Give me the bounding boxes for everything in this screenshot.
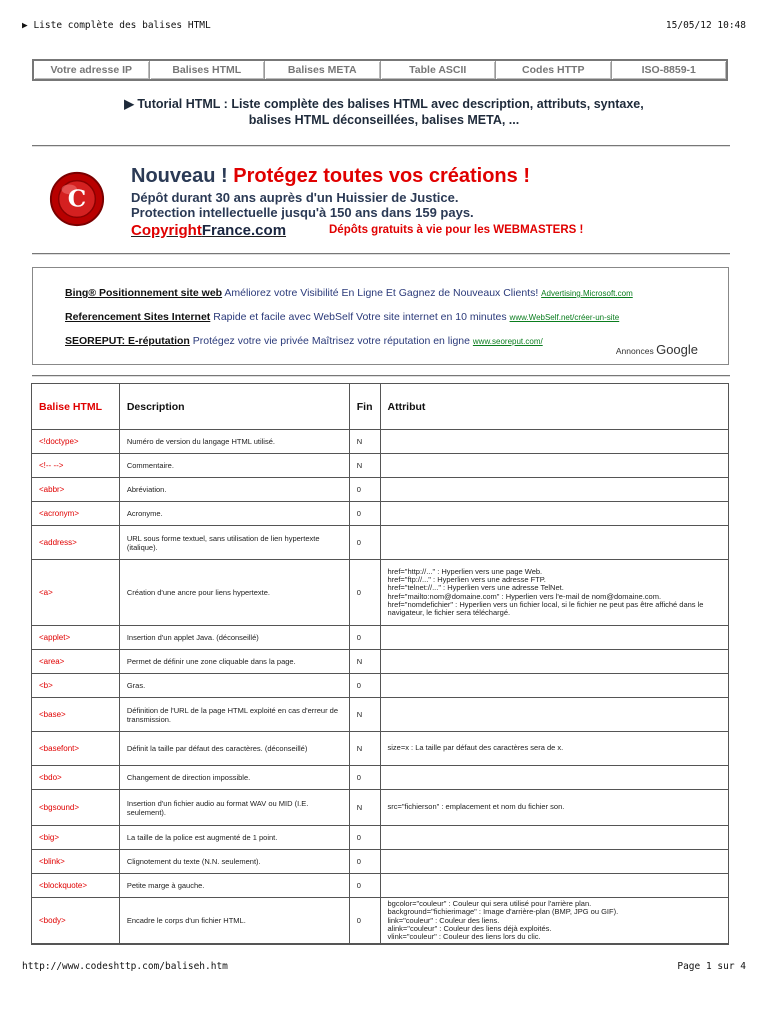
cell-description: Définition de l'URL de la page HTML exploité en cas d'erreur de transmission.: [120, 698, 350, 732]
table-row: [32, 650, 728, 674]
table-row: [32, 898, 728, 944]
cell-fin: 0: [350, 898, 381, 944]
cell-fin: N: [350, 790, 381, 826]
cell-fin: N: [350, 650, 381, 674]
table-row: [32, 766, 728, 790]
cell-fin: 0: [350, 502, 381, 526]
print-footer: [22, 961, 746, 975]
cell-description: Abréviation.: [120, 478, 350, 502]
table-row: [32, 626, 728, 650]
cell-tag: <!-- -->: [32, 454, 120, 478]
print-page-number: Page 1 sur 4: [677, 961, 746, 972]
header-description: Description: [120, 384, 350, 430]
cell-tag: <blink>: [32, 850, 120, 874]
cell-description: Insertion d'un applet Java. (déconseillé): [120, 626, 350, 650]
cell-fin: N: [350, 698, 381, 732]
cell-description: Encadre le corps d'un fichier HTML.: [120, 898, 350, 944]
promo-title[interactable]: [131, 165, 530, 188]
ad-url[interactable]: www.WebSelf.net/créer-un-site: [509, 313, 620, 322]
cell-fin: 0: [350, 874, 381, 898]
copyright-seal-icon[interactable]: [48, 170, 106, 228]
cell-tag: <acronym>: [32, 502, 120, 526]
ad-item[interactable]: [65, 287, 633, 299]
divider: [32, 253, 730, 255]
cell-tag: <bgsound>: [32, 790, 120, 826]
cell-description: Création d'une ancre pour liens hypertexte.: [120, 560, 350, 626]
top-nav-bar: [32, 59, 728, 81]
cell-attribut: [381, 526, 729, 560]
header-fin: Fin: [350, 384, 381, 430]
divider: [32, 375, 730, 377]
ad-desc: Protégez votre vie privée Maîtrisez votre réputation en ligne: [189, 335, 473, 347]
cell-attribut: bgcolor="couleur" : Couleur qui sera utilisé pour l'arrière plan. background="fichierimage" : Image d'arrière-plan (BMP, JPG ou GIF). link="couleur" : Couleur des liens. alink="couleur" : Couleur des liens déjà exploités. vlink="couleur" : Couleur des liens lors du clic.: [381, 898, 729, 944]
html-tags-table: [31, 383, 729, 945]
cell-tag: <applet>: [32, 626, 120, 650]
cell-fin: N: [350, 732, 381, 766]
cell-description: Petite marge à gauche.: [120, 874, 350, 898]
cell-tag: <body>: [32, 898, 120, 944]
nav-tab-balises-html[interactable]: Balises HTML: [150, 61, 266, 79]
nav-tab-table-ascii[interactable]: Table ASCII: [381, 61, 497, 79]
cell-tag: <a>: [32, 560, 120, 626]
cell-description: Numéro de version du langage HTML utilisé.: [120, 430, 350, 454]
table-row: [32, 732, 728, 766]
tutorial-line-1: ▶ Tutorial HTML : Liste complète des balises HTML avec description, attributs, syntaxe,: [124, 97, 644, 111]
nav-tab-ip[interactable]: Votre adresse IP: [34, 61, 150, 79]
cell-tag: <base>: [32, 698, 120, 732]
seal-letter: C: [67, 185, 87, 213]
table-row: [32, 674, 728, 698]
ad-desc: Rapide et facile avec WebSelf Votre site internet en 10 minutes: [210, 311, 510, 323]
cell-fin: 0: [350, 850, 381, 874]
cell-tag: <bdo>: [32, 766, 120, 790]
table-row: [32, 850, 728, 874]
ad-url[interactable]: Advertising.Microsoft.com: [541, 289, 633, 298]
table-row: [32, 526, 728, 560]
cell-fin: N: [350, 430, 381, 454]
cell-tag: <big>: [32, 826, 120, 850]
copyright-france-link[interactable]: [131, 222, 286, 239]
table-header-row: [32, 384, 728, 430]
table-row: [32, 478, 728, 502]
cell-description: Changement de direction impossible.: [120, 766, 350, 790]
cell-tag: <blockquote>: [32, 874, 120, 898]
cell-attribut: [381, 626, 729, 650]
table-row: [32, 502, 728, 526]
table-row: [32, 560, 728, 626]
cell-description: Gras.: [120, 674, 350, 698]
nav-tab-codes-http[interactable]: Codes HTTP: [496, 61, 612, 79]
cell-attribut: src="fichierson" : emplacement et nom du fichier son.: [381, 790, 729, 826]
cell-attribut: [381, 874, 729, 898]
google-logo: Google: [656, 342, 698, 357]
cell-attribut: [381, 502, 729, 526]
cell-fin: 0: [350, 478, 381, 502]
promo-line-1: Dépôt durant 30 ans auprès d'un Huissier de Justice.: [131, 190, 459, 205]
table-row: [32, 454, 728, 478]
cell-fin: 0: [350, 626, 381, 650]
cell-attribut: [381, 478, 729, 502]
ads-box: [32, 267, 729, 365]
print-page-title: ▶ Liste complète des balises HTML: [22, 20, 211, 31]
ad-item[interactable]: [65, 311, 619, 323]
cell-fin: 0: [350, 826, 381, 850]
cell-tag: <abbr>: [32, 478, 120, 502]
cell-description: Acronyme.: [120, 502, 350, 526]
header-attribut: Attribut: [381, 384, 729, 430]
cell-description: Commentaire.: [120, 454, 350, 478]
brand-france: France.com: [201, 222, 287, 239]
cell-attribut: [381, 674, 729, 698]
cell-tag: <address>: [32, 526, 120, 560]
ad-title[interactable]: Referencement Sites Internet: [65, 311, 211, 323]
cell-fin: 0: [350, 560, 381, 626]
cell-attribut: size=x : La taille par défaut des caractères sera de x.: [381, 732, 729, 766]
annonces-google[interactable]: [616, 342, 698, 357]
table-row: [32, 430, 728, 454]
cell-attribut: [381, 454, 729, 478]
print-datetime: 15/05/12 10:48: [665, 20, 746, 31]
print-header: [22, 20, 746, 34]
promo-title-main: Protégez toutes vos créations !: [233, 165, 530, 187]
print-url: http://www.codeshttp.com/baliseh.htm: [22, 961, 228, 972]
cell-description: Permet de définir une zone cliquable dans la page.: [120, 650, 350, 674]
cell-attribut: [381, 766, 729, 790]
nav-tab-iso-8859[interactable]: ISO-8859-1: [612, 61, 727, 79]
cell-tag: <!doctype>: [32, 430, 120, 454]
annonces-label: Annonces: [615, 346, 654, 356]
cell-description: Définit la taille par défaut des caractères. (déconseillé): [120, 732, 350, 766]
cell-fin: 0: [350, 526, 381, 560]
ad-desc: Améliorez votre Visibilité En Ligne Et Gagnez de Nouveaux Clients!: [222, 287, 542, 299]
ad-url[interactable]: www.seoreput.com/: [472, 337, 543, 346]
ad-title[interactable]: SEOREPUT: E-réputation: [65, 335, 190, 347]
promo-title-prefix: Nouveau !: [131, 165, 234, 187]
promo-line-2: Protection intellectuelle jusqu'à 150 ans dans 159 pays.: [131, 205, 474, 220]
cell-fin: N: [350, 454, 381, 478]
cell-description: Insertion d'un fichier audio au format WAV ou MID (I.E. seulement).: [120, 790, 350, 826]
brand-copyright: Copyright: [131, 222, 202, 239]
cell-attribut: [381, 850, 729, 874]
ad-item[interactable]: [65, 335, 543, 347]
header-balise: Balise HTML: [32, 384, 120, 430]
cell-fin: 0: [350, 766, 381, 790]
table-row: [32, 826, 728, 850]
tutorial-line-2: balises HTML déconseillées, balises META, ...: [248, 113, 520, 127]
cell-description: La taille de la police est augmenté de 1 point.: [120, 826, 350, 850]
tutorial-heading: [30, 96, 738, 128]
cell-attribut: [381, 698, 729, 732]
cell-attribut: [381, 430, 729, 454]
cell-tag: <b>: [32, 674, 120, 698]
cell-description: URL sous forme textuel, sans utilisation de lien hypertexte (italique).: [120, 526, 350, 560]
cell-fin: 0: [350, 674, 381, 698]
table-row: [32, 874, 728, 898]
cell-attribut: [381, 650, 729, 674]
cell-tag: <basefont>: [32, 732, 120, 766]
promo-free-text[interactable]: Dépôts gratuits à vie pour les WEBMASTERS !: [329, 224, 584, 236]
ad-title[interactable]: Bing® Positionnement site web: [65, 287, 223, 299]
cell-description: Clignotement du texte (N.N. seulement).: [120, 850, 350, 874]
divider: [32, 145, 730, 147]
table-row: [32, 698, 728, 732]
cell-attribut: [381, 826, 729, 850]
nav-tab-balises-meta[interactable]: Balises META: [265, 61, 381, 79]
cell-tag: <area>: [32, 650, 120, 674]
table-row: [32, 790, 728, 826]
cell-attribut: href="http://..." : Hyperlien vers une page Web. href="ftp://..." : Hyperlien vers une adresse FTP. href="telnet://..." : Hyperlien vers une adresse TelNet. href="mailto:nom@domaine.com" : Hyperlien vers l'e-mail de nom@domaine.com. href="nomdefichier" : Hyperlien vers un fichier local, si le fichier ne peut pas être affiché dans le navigateur, le fichier sera téléchargé.: [381, 560, 729, 626]
